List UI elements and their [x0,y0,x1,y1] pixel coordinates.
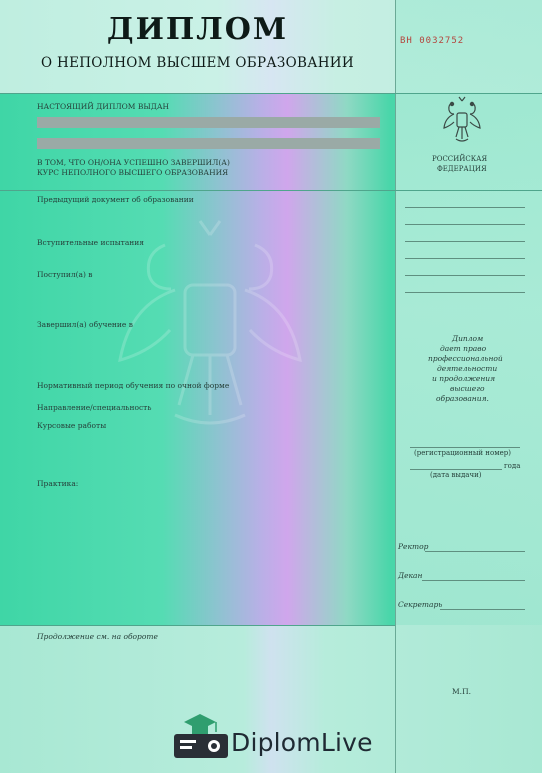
rp-line [405,292,525,293]
finished-label: Завершил(а) обучение в [37,320,133,329]
reg-number-caption: (регистрационный номер) [414,449,511,457]
date-line [410,469,502,470]
name-field-line2 [37,138,380,149]
double-headed-eagle-icon [440,95,484,147]
rector-line [425,551,525,552]
dean-label: Декан [398,571,423,580]
rp-line [405,207,525,208]
column-divider [395,0,396,773]
rights-line: образования. [436,394,489,403]
serial-number: ВН 0032752 [400,36,465,46]
completed-line1: В ТОМ, ЧТО ОН/ОНА УСПЕШНО ЗАВЕРШИЛ(А) [37,158,230,167]
emblem-caption-line2: ФЕДЕРАЦИЯ [437,165,487,173]
completed-line2: КУРС НЕПОЛНОГО ВЫСШЕГО ОБРАЗОВАНИЯ [37,168,229,177]
reg-number-line [410,447,520,448]
header-divider [0,93,542,94]
year-suffix: года [504,462,521,470]
practice-label: Практика: [37,479,79,488]
issued-label: НАСТОЯЩИЙ ДИПЛОМ ВЫДАН [37,102,170,111]
section-divider [0,190,542,191]
secretary-line [440,609,525,610]
direction-label: Направление/специальность [37,403,152,412]
enrolled-label: Поступил(а) в [37,270,93,279]
name-field-line1 [37,117,380,128]
continued-note: Продолжение см. на обороте [37,632,158,641]
rp-line [405,224,525,225]
normative-period-label: Нормативный период обучения по очной форме [37,381,230,390]
rights-line: профессиональной [428,354,503,363]
rights-line: высшего [450,384,485,393]
rp-line [405,275,525,276]
issue-date-caption: (дата выдачи) [430,471,482,479]
secretary-label: Секретарь [398,600,443,609]
rp-line [405,241,525,242]
previous-doc-label: Предыдущий документ об образовании [37,195,194,204]
diploma-subtitle: О НЕПОЛНОМ ВЫСШЕМ ОБРАЗОВАНИИ [41,55,354,71]
rights-line: дает право [440,344,487,353]
rector-label: Ректор [398,542,429,551]
logo-text: DiplomLive [231,728,373,757]
coursework-label: Курсовые работы [37,421,107,430]
entrance-exams-label: Вступительные испытания [37,238,145,247]
rights-line: Диплом [452,334,484,343]
seal-label: М.П. [452,687,471,696]
eagle-watermark-icon [105,215,315,430]
dean-line [422,580,525,581]
diploma-title: ДИПЛОМ [106,12,289,47]
rights-line: и продолжения [432,374,496,383]
rights-line: деятельности [437,364,498,373]
footer-divider [0,625,395,626]
rp-line [405,258,525,259]
emblem-caption-line1: РОССИЙСКАЯ [432,155,488,163]
